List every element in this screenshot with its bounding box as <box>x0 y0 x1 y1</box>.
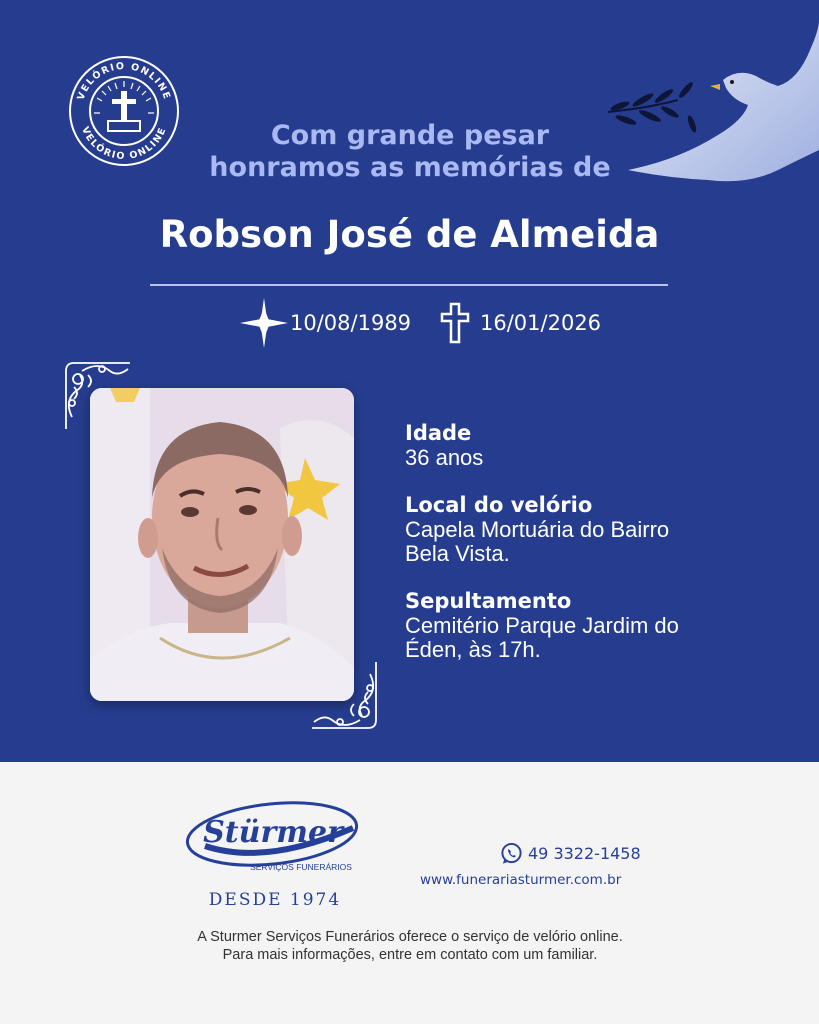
dove-icon <box>598 20 819 190</box>
birth-date: 10/08/1989 <box>290 311 412 335</box>
age-label: Idade <box>405 421 472 445</box>
footer-area <box>0 762 819 1024</box>
logo-wordmark: Stürmer <box>203 815 343 850</box>
phone-number[interactable]: 49 3322-1458 <box>528 844 641 863</box>
burial-value-line-2: Éden, às 17h. <box>405 637 541 662</box>
website-link[interactable]: www.funerariasturmer.com.br <box>420 872 622 888</box>
burial-value-line-1: Cemitério Parque Jardim do <box>405 613 679 638</box>
footer-line-2: Para mais informações, entre em contato com um familiar. <box>222 947 598 963</box>
wake-value-line-1: Capela Mortuária do Bairro <box>405 517 670 542</box>
wake-label: Local do velório <box>405 493 593 517</box>
star-icon <box>240 298 288 348</box>
wake-value-line-2: Bela Vista. <box>405 541 510 566</box>
intro-line-2: honramos as memórias de <box>209 152 611 183</box>
death-date: 16/01/2026 <box>480 311 602 335</box>
intro-line-1: Com grande pesar <box>270 120 550 151</box>
divider <box>150 284 668 286</box>
age-value: 36 anos <box>405 445 484 470</box>
burial-block <box>405 588 785 662</box>
deceased-name: Robson José de Almeida <box>159 213 660 256</box>
velorio-online-seal-icon <box>68 55 180 167</box>
portrait-photo <box>90 388 354 701</box>
wake-block <box>405 492 785 566</box>
dates-row <box>240 298 640 348</box>
intro-text <box>200 120 620 184</box>
seal-ring-text-bottom: VELÓRIO ONLINE <box>79 125 169 163</box>
footer-line-1: A Sturmer Serviços Funerários oferece o serviço de velório online. <box>197 929 623 945</box>
logo-subtitle: SERVIÇOS FUNERÁRIOS <box>250 862 352 872</box>
details-panel <box>405 420 785 684</box>
footer-notice <box>110 928 710 964</box>
cross-icon <box>440 302 470 344</box>
since-year: DESDE 1974 <box>208 890 342 910</box>
whatsapp-icon <box>500 842 523 865</box>
sturmer-logo <box>185 800 360 875</box>
seal-ring-text-top: VELÓRIO ONLINE <box>75 60 173 102</box>
burial-label: Sepultamento <box>405 589 572 613</box>
age-block <box>405 420 785 470</box>
